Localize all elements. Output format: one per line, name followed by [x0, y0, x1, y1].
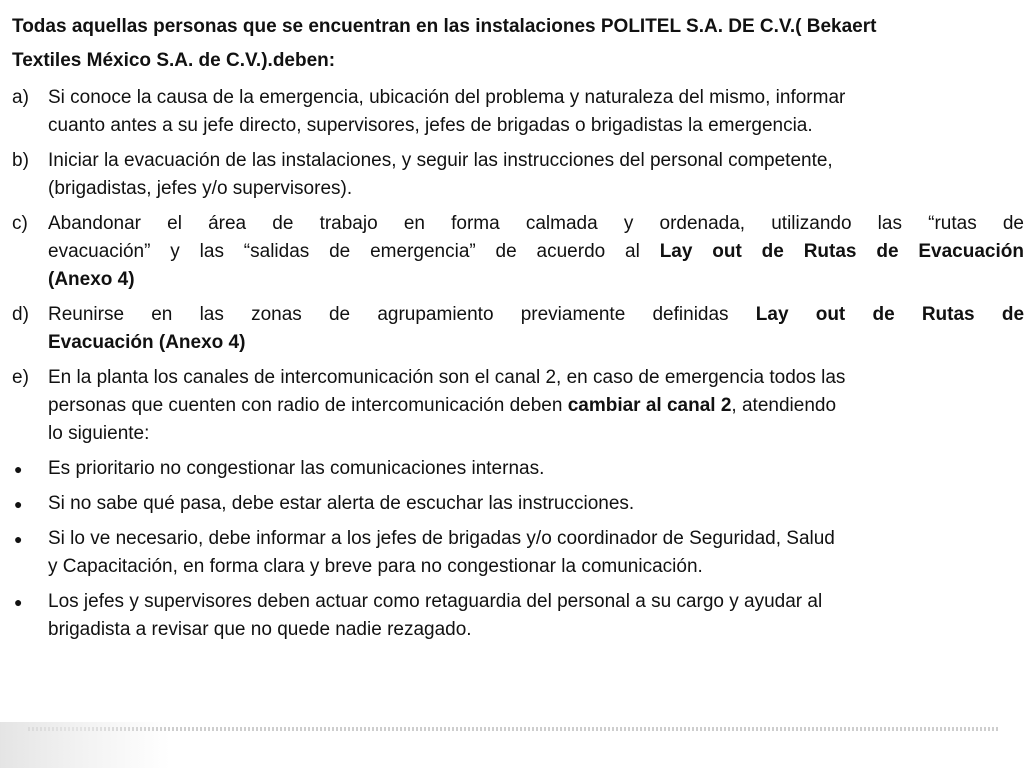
item-c-line-2	[48, 238, 1024, 266]
item-d-line-1-text: Reunirse en las zonas de agrupamiento previamente definidas	[48, 304, 756, 325]
item-c-annex-text: (Anexo 4)	[48, 269, 135, 290]
corner-shade-decoration	[0, 722, 170, 768]
list-item-d	[12, 301, 1024, 357]
item-d-line-1	[48, 301, 1024, 329]
item-d-line-2	[48, 329, 1024, 357]
instructions-list	[12, 84, 1024, 644]
footer-dotted-rule	[28, 727, 1000, 731]
bullet-item-3	[12, 525, 1024, 581]
bullet-1-line-1: Es prioritario no congestionar las comunicaciones internas.	[48, 458, 545, 479]
item-c-line-1: Abandonar el área de trabajo en forma calmada y ordenada, utilizando las “rutas de	[48, 213, 1024, 234]
intro-line-1: Todas aquellas personas que se encuentran en las instalaciones POLITEL S.A. DE C.V.( Bekaert	[12, 16, 877, 37]
item-b-line-2: (brigadistas, jefes y/o supervisores).	[48, 178, 353, 199]
list-item-a	[12, 84, 1024, 140]
bullet-icon: ●	[14, 594, 23, 610]
bullet-icon: ●	[14, 461, 23, 477]
item-e-line-2	[48, 392, 1024, 420]
list-marker-a: a)	[12, 87, 29, 108]
bullet-2-line-1: Si no sabe qué pasa, debe estar alerta de escuchar las instrucciones.	[48, 493, 635, 514]
item-b-line-1: Iniciar la evacuación de las instalaciones, y seguir las instrucciones del personal competente,	[48, 150, 833, 171]
list-marker-c: c)	[12, 213, 28, 234]
item-d-annex-text: Evacuación (Anexo 4)	[48, 332, 246, 353]
item-d-layout-text: Lay out de Rutas de	[755, 304, 1024, 325]
bullet-item-4	[12, 588, 1024, 644]
item-e-line-3: lo siguiente:	[48, 423, 150, 444]
item-e-channel-text: cambiar al canal 2	[567, 395, 732, 416]
list-marker-d: d)	[12, 304, 29, 325]
bullet-item-2	[12, 490, 1024, 518]
list-marker-b: b)	[12, 150, 29, 171]
item-a-line-1: Si conoce la causa de la emergencia, ubicación del problema y naturaleza del mismo, informar	[48, 87, 846, 108]
item-c-line-2-text: evacuación” y las “salidas de emergencia” de acuerdo al	[48, 241, 660, 262]
bullet-item-1	[12, 455, 1024, 483]
item-c-layout-link-text: Lay out de Rutas de Evacuación	[659, 241, 1024, 262]
bullet-icon: ●	[14, 531, 23, 547]
document-page	[12, 10, 1024, 720]
item-c-line-3	[48, 266, 1024, 294]
item-e-line-2-text: personas que cuenten con radio de intercomunicación deben	[48, 395, 568, 416]
intro-line-2: Textiles México S.A. de C.V.).deben:	[12, 50, 336, 71]
item-e-line-1: En la planta los canales de intercomunicación son el canal 2, en caso de emergencia todos las	[48, 367, 846, 388]
bullet-4-line-2: brigadista a revisar que no quede nadie rezagado.	[48, 619, 472, 640]
intro-paragraph	[12, 10, 1024, 78]
bullet-3-line-2: y Capacitación, en forma clara y breve para no congestionar la comunicación.	[48, 556, 703, 577]
list-item-e	[12, 364, 1024, 448]
bullet-icon: ●	[14, 496, 23, 512]
bullet-3-line-1: Si lo ve necesario, debe informar a los jefes de brigadas y/o coordinador de Seguridad, Salud	[48, 528, 835, 549]
bullet-4-line-1: Los jefes y supervisores deben actuar como retaguardia del personal a su cargo y ayudar al	[48, 591, 823, 612]
item-a-line-2: cuanto antes a su jefe directo, supervisores, jefes de brigadas o brigadistas la emergencia.	[48, 115, 813, 136]
list-item-c	[12, 210, 1024, 294]
list-item-b	[12, 147, 1024, 203]
list-marker-e: e)	[12, 367, 29, 388]
item-e-line-2-tail: , atendiendo	[731, 395, 837, 416]
